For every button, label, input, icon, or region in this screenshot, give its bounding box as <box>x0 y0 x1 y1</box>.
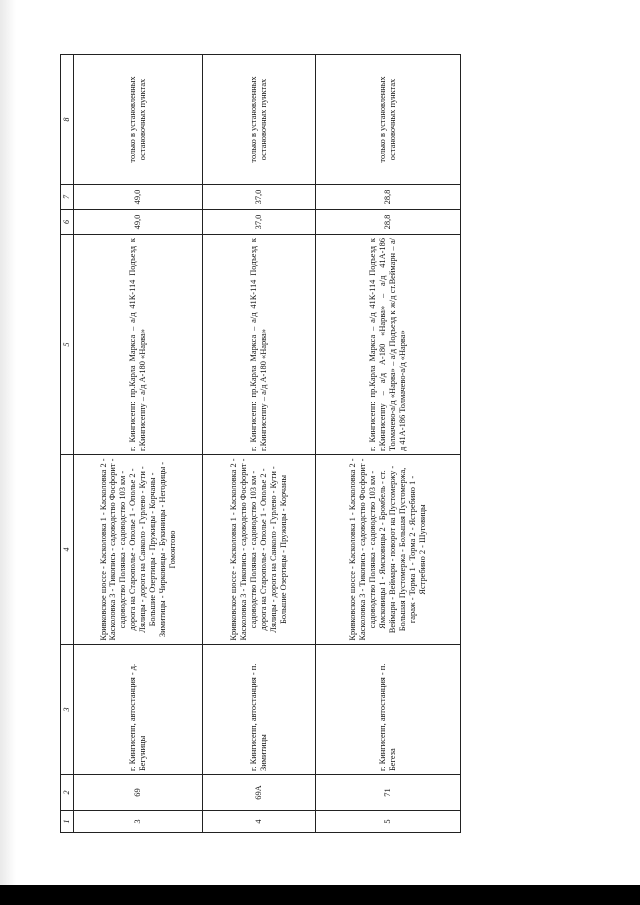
route-stops: Кривковское шоссе - Касколовка 1 - Касколовка 2 - Касколовка 3 - Тикопись - садоводство Фосфорит - садоводство Полянка - садоводство 103 км - дорога на Старополье - Ополье 1 - Ополье 2 - Лялицы - дорога на Санколо - Гурлево - Кути - Большие Озертицы - Пружицы - Корчаны - Зимитицы - Чирковицы - Букиницы - Негодицы - Гомонтово <box>74 455 203 645</box>
route-stops: Кривковское шоссе - Касколовка 1 - Касколовка 2 - Касколовка 3 - Тикопись - садоводство Фосфорит - садоводство Полянка - садоводство 103 км - Ямсковицы 1 - Ямсковицы 2 - Бромбель - ст. Веймарн - Веймарн - поворот на Пустомержу - Большая Пустомержа - Большая Пустомержа, гараж - Торма 1 - Торма 2 - Ястребино 1 - Ястребино 2 - Шуговицы <box>315 455 460 645</box>
header-col-2: 2 <box>61 775 74 811</box>
stop-mode: только в установленных остановочных пунктах <box>203 55 315 185</box>
stop-mode: только в установленных остановочных пунктах <box>315 55 460 185</box>
scan-edge-left <box>0 0 16 905</box>
table-row <box>315 55 460 833</box>
header-row <box>61 55 74 833</box>
header-col-6: 6 <box>61 210 74 235</box>
route-streets: г. Кингисепп: пр.Карла Маркса – а/д 41К-114 Подъезд к г.Кингисеппу – а/д А-180 «Нарва» – а/д 41А-186 Толмачево-а/д «Нарва» – а/д Подъезд к ж/д ст.Веймарн – а/д 41А-186 Толмачево-а/д «Нарва» <box>315 235 460 455</box>
route-name: г. Кингисепп, автостанция - п. Бегеза <box>315 645 460 775</box>
routes-table <box>60 54 461 833</box>
distance-back: 37,0 <box>203 185 315 210</box>
distance-back: 28,8 <box>315 185 460 210</box>
row-number: 3 <box>74 811 203 833</box>
distance-forward: 37,0 <box>203 210 315 235</box>
distance-forward: 28,8 <box>315 210 460 235</box>
route-name: г. Кингисепп, автостанция - п. Зимитицы <box>203 645 315 775</box>
distance-forward: 49,0 <box>74 210 203 235</box>
distance-back: 49,0 <box>74 185 203 210</box>
header-col-3: 3 <box>61 645 74 775</box>
header-col-7: 7 <box>61 185 74 210</box>
document-page <box>60 55 461 833</box>
route-streets: г. Кингисепп: пр.Карла Маркса – а/д 41К-114 Подъезд к г.Кингисеппу – а/д А-180 «Нарва» <box>74 235 203 455</box>
route-number: 69 <box>74 775 203 811</box>
header-col-5: 5 <box>61 235 74 455</box>
route-number: 69А <box>203 775 315 811</box>
route-number: 71 <box>315 775 460 811</box>
row-number: 5 <box>315 811 460 833</box>
header-col-8: 8 <box>61 55 74 185</box>
table-row <box>203 55 315 833</box>
stop-mode: только в установленных остановочных пунктах <box>74 55 203 185</box>
route-streets: г. Кингисепп: пр.Карла Маркса – а/д 41К-114 Подъезд к г.Кингисеппу – а/д А-180 «Нарва» <box>203 235 315 455</box>
route-stops: Кривковское шоссе - Касколовка 1 - Касколовка 2 - Касколовка 3 - Тикопись - садоводство Фосфорит - садоводство Полянка - садоводство 103 км - дорога на Старополье - Ополье 1 - Ополье 2 - Лялицы - дорога на Санколо - Гурлево - Кути - Большие Озертицы - Пружицы - Корчаны <box>203 455 315 645</box>
table-row <box>74 55 203 833</box>
scan-edge-bottom <box>0 885 640 905</box>
header-col-4: 4 <box>61 455 74 645</box>
route-name: г. Кингисепп, автостанция - д. Бегуницы <box>74 645 203 775</box>
row-number: 4 <box>203 811 315 833</box>
header-col-1: 1 <box>61 811 74 833</box>
